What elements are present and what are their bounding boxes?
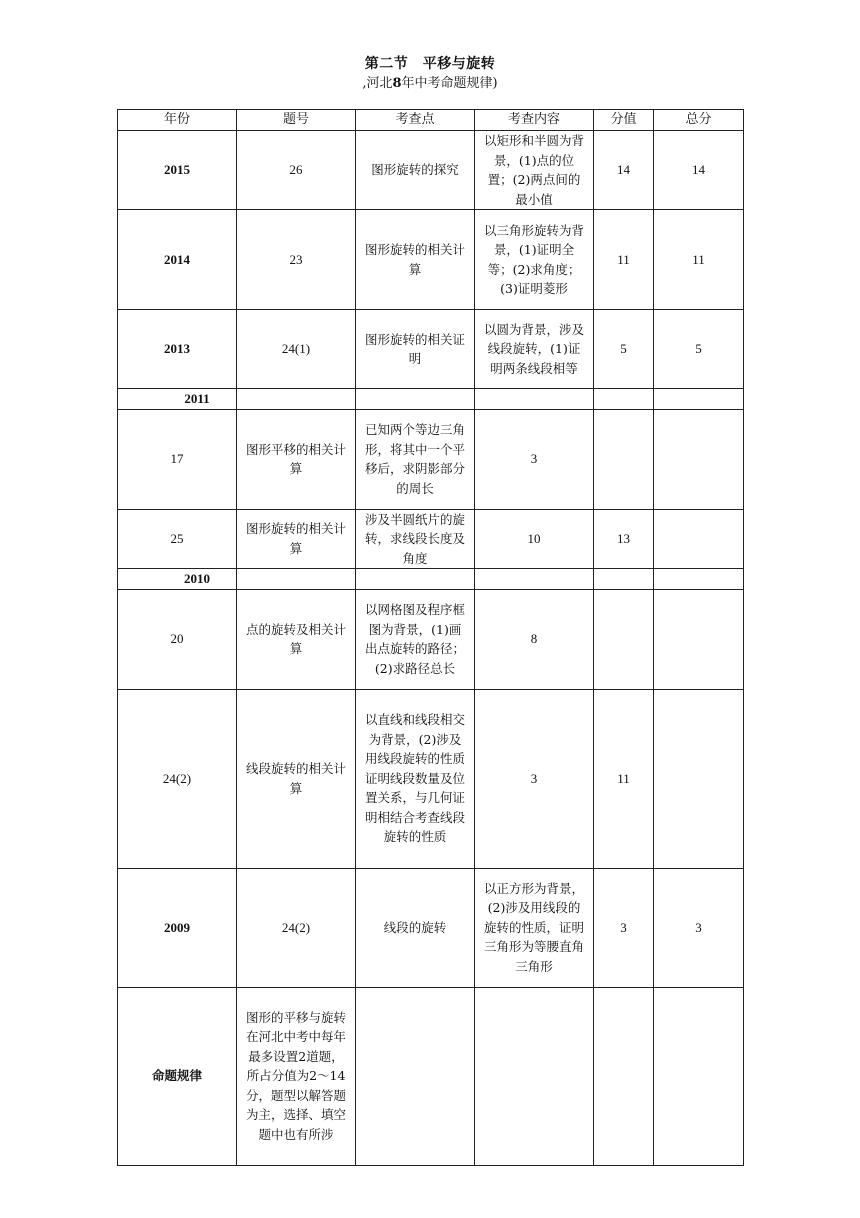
cell-point: 线段的旋转	[356, 868, 475, 987]
cell-score: 3	[475, 689, 594, 868]
cell-content: 已知两个等边三角形，将其中一个平移后，求阴影部分的周长	[356, 409, 475, 509]
cell-empty	[594, 987, 654, 1165]
column-header: 题号	[237, 110, 356, 131]
cell-year: 2010	[118, 569, 237, 590]
cell-year: 2013	[118, 310, 237, 389]
cell-content: 以矩形和半圆为背景，(1)点的位置；(2)两点间的最小值	[475, 131, 594, 210]
cell-question: 24(1)	[237, 310, 356, 389]
cell-empty	[475, 569, 594, 590]
cell-question: 24(2)	[237, 868, 356, 987]
cell-score: 5	[594, 310, 654, 389]
cell-empty	[475, 987, 594, 1165]
cell-pattern-label: 命题规律	[118, 987, 237, 1165]
cell-question: 23	[237, 210, 356, 310]
cell-total	[594, 409, 654, 509]
cell-score: 3	[594, 868, 654, 987]
cell-question: 26	[237, 131, 356, 210]
cell-question: 20	[118, 589, 237, 689]
cell-total: 11	[654, 210, 744, 310]
table-row	[118, 868, 744, 987]
cell-score: 14	[594, 131, 654, 210]
cell-empty	[654, 589, 744, 689]
table-row	[118, 210, 744, 310]
table-row	[118, 131, 744, 210]
cell-point: 点的旋转及相关计算	[237, 589, 356, 689]
cell-year: 2014	[118, 210, 237, 310]
cell-score: 3	[475, 409, 594, 509]
cell-empty	[654, 569, 744, 590]
cell-content: 以正方形为背景，(2)涉及用线段的旋转的性质，证明三角形为等腰直角三角形	[475, 868, 594, 987]
column-header: 分值	[594, 110, 654, 131]
cell-point: 图形旋转的相关计算	[237, 509, 356, 569]
table-row	[118, 689, 744, 868]
cell-total: 11	[594, 689, 654, 868]
cell-empty	[594, 389, 654, 410]
table-row	[118, 409, 744, 509]
cell-content: 以三角形旋转为背景，(1)证明全等；(2)求角度；(3)证明菱形	[475, 210, 594, 310]
cell-empty	[654, 509, 744, 569]
cell-total: 5	[654, 310, 744, 389]
cell-empty	[356, 569, 475, 590]
cell-empty	[237, 569, 356, 590]
cell-score: 11	[594, 210, 654, 310]
cell-empty	[654, 389, 744, 410]
cell-point: 图形平移的相关计算	[237, 409, 356, 509]
exam-pattern-table	[117, 109, 744, 1166]
cell-content: 以圆为背景，涉及线段旋转，(1)证明两条线段相等	[475, 310, 594, 389]
cell-empty	[356, 987, 475, 1165]
section-title: 第二节 平移与旋转	[364, 56, 496, 72]
cell-total: 13	[594, 509, 654, 569]
cell-point: 线段旋转的相关计算	[237, 689, 356, 868]
cell-point: 图形旋转的相关证明	[356, 310, 475, 389]
cell-total: 3	[654, 868, 744, 987]
table-header-row	[118, 110, 744, 131]
cell-content: 以网格图及程序框图为背景，(1)画出点旋转的路径；(2)求路径总长	[356, 589, 475, 689]
cell-empty	[356, 389, 475, 410]
cell-pattern-text: 图形的平移与旋转在河北中考中每年最多设置2道题，所占分值为2～14分，题型以解答题为主，选择、填空题中也有所涉	[237, 987, 356, 1165]
table-row	[118, 389, 744, 410]
cell-total	[594, 589, 654, 689]
column-header: 年份	[118, 110, 237, 131]
cell-question: 17	[118, 409, 237, 509]
cell-year: 2015	[118, 131, 237, 210]
cell-content: 涉及半圆纸片的旋转，求线段长度及角度	[356, 509, 475, 569]
section-subtitle: ,河北8年中考命题规律)	[362, 76, 498, 91]
cell-empty	[654, 409, 744, 509]
cell-score: 10	[475, 509, 594, 569]
cell-question: 24(2)	[118, 689, 237, 868]
cell-empty	[654, 689, 744, 868]
cell-score: 8	[475, 589, 594, 689]
cell-question: 25	[118, 509, 237, 569]
cell-year: 2009	[118, 868, 237, 987]
cell-year: 2011	[118, 389, 237, 410]
cell-total: 14	[654, 131, 744, 210]
table-row	[118, 569, 744, 590]
cell-empty	[237, 389, 356, 410]
cell-content: 以直线和线段相交为背景，(2)涉及用线段旋转的性质证明线段数量及位置关系，与几何证明相结合考查线段旋转的性质	[356, 689, 475, 868]
table-row	[118, 509, 744, 569]
cell-empty	[654, 987, 744, 1165]
table-row	[118, 987, 744, 1165]
table-row	[118, 589, 744, 689]
column-header: 考查内容	[475, 110, 594, 131]
cell-point: 图形旋转的探究	[356, 131, 475, 210]
cell-empty	[594, 569, 654, 590]
column-header: 考查点	[356, 110, 475, 131]
table-row	[118, 310, 744, 389]
cell-empty	[475, 389, 594, 410]
cell-point: 图形旋转的相关计算	[356, 210, 475, 310]
column-header: 总分	[654, 110, 744, 131]
